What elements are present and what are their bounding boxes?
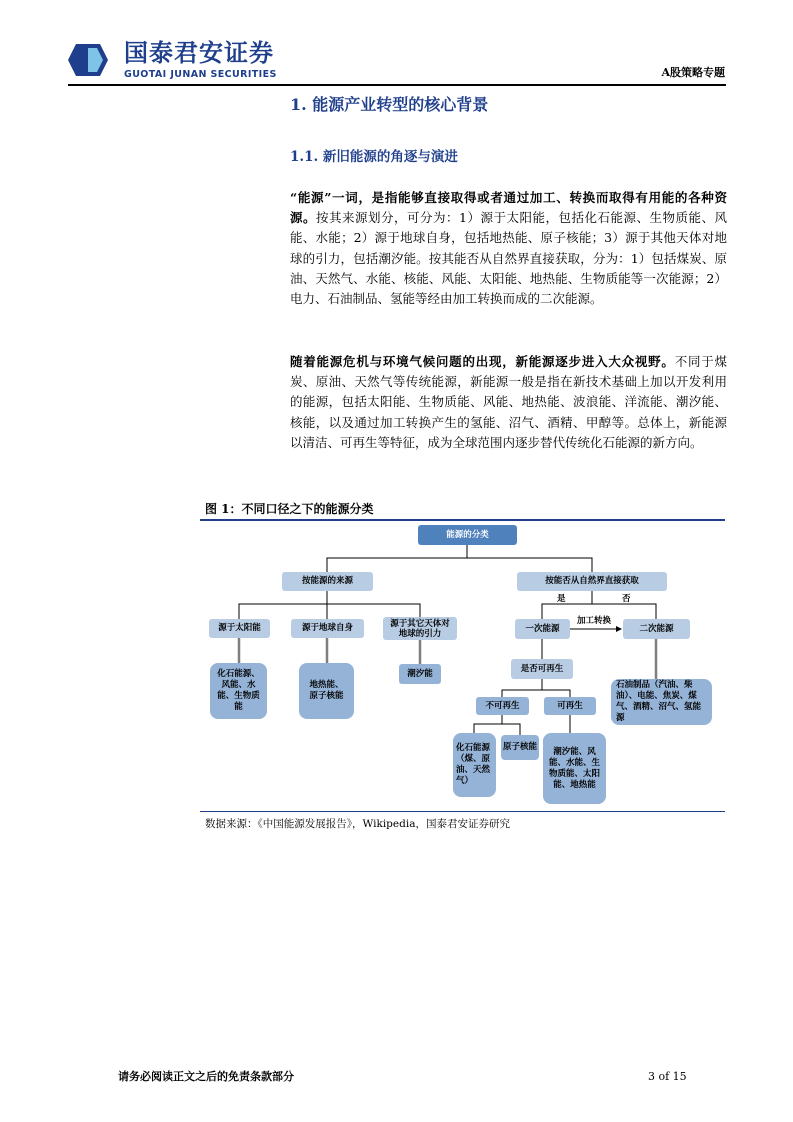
label-no: 否 [622, 594, 631, 604]
node-fossil: 化石能源（煤、原油、天然气） [453, 733, 496, 797]
label-yes: 是 [557, 594, 566, 604]
node-earth-items: 地热能、原子核能 [299, 663, 354, 719]
node-secondary: 二次能源 [623, 619, 690, 639]
node-primary: 一次能源 [515, 619, 570, 639]
node-tidal: 潮汐能 [399, 664, 441, 684]
paragraph-lead: “能源”一词，是指能够直接取得或者通过加工、转换而取得有用能的各种资源。 [290, 190, 727, 226]
logo-text-en: GUOTAI JUNAN SECURITIES [124, 69, 277, 80]
node-nonrenewable: 不可再生 [476, 697, 529, 715]
node-solar: 源于太阳能 [209, 619, 270, 638]
page-number: 3 of 15 [648, 1070, 687, 1083]
paragraph-lead: 随着能源危机与环境气候问题的出现，新能源逐步进入大众视野。 [290, 354, 675, 369]
node-renewable: 可再生 [544, 697, 596, 715]
paragraph-body: 按其来源划分，可分为：1）源于太阳能，包括化石能源、生物质能、风能、水能；2）源于地球自身，包括地热能、原子核能；3）源于其他天体对地球的引力，包括潮汐能。按其能否从自然界直接获取，分为：1）包括煤炭、原油、天然气、水能、核能、风能、太阳能、地热能、生物质能等一次能源；2）电力、石油制品、氢能等经由加工转换而成的二次能源。 [290, 210, 727, 307]
logo-text-cn: 国泰君安证券 [124, 39, 274, 67]
label-convert: 加工转换 [577, 616, 612, 626]
node-other-bodies: 源于其它天体对地球的引力 [383, 617, 457, 640]
report-type: A股策略专题 [661, 66, 725, 79]
figure-source: 数据来源：《中国能源发展报告》，Wikipedia，国泰君安证券研究 [205, 818, 510, 830]
node-by-direct: 按能否从自然界直接获取 [517, 572, 667, 591]
section-heading: 1. 能源产业转型的核心背景 [290, 95, 489, 114]
node-renewable-items: 潮汐能、风能、水能、生物质能、太阳能、地热能 [543, 733, 606, 804]
node-secondary-items: 石油制品（汽油、柴油）、电能、焦炭、煤气、酒精、沼气、氢能源 [611, 679, 712, 725]
paragraph-body: 不同于煤炭、原油、天然气等传统能源，新能源一般是指在新技术基础上加以开发利用的能源，包括太阳能、生物质能、风能、地热能、波浪能、洋流能、潮汐能、核能，以及通过加工转换产生的氢能、沼气、酒精、甲醇等。总体上，新能源以清洁、可再生等特征，成为全球范围内逐步替代传统化石能源的新方向。 [290, 354, 727, 450]
node-energy-classification: 能源的分类 [418, 525, 517, 545]
figure-title: 图 1：不同口径之下的能源分类 [205, 502, 374, 516]
footer-disclaimer: 请务必阅读正文之后的免责条款部分 [118, 1070, 294, 1083]
node-solar-items: 化石能源、风能、水能、生物质能 [210, 663, 267, 719]
node-nuclear: 原子核能 [501, 735, 539, 760]
node-earth: 源于地球自身 [291, 619, 364, 638]
figure-bottom-rule [200, 811, 725, 812]
node-renewable-question: 是否可再生 [511, 659, 573, 679]
subsection-heading: 1.1. 新旧能源的角逐与演进 [290, 149, 458, 165]
node-by-source: 按能源的来源 [282, 572, 373, 591]
